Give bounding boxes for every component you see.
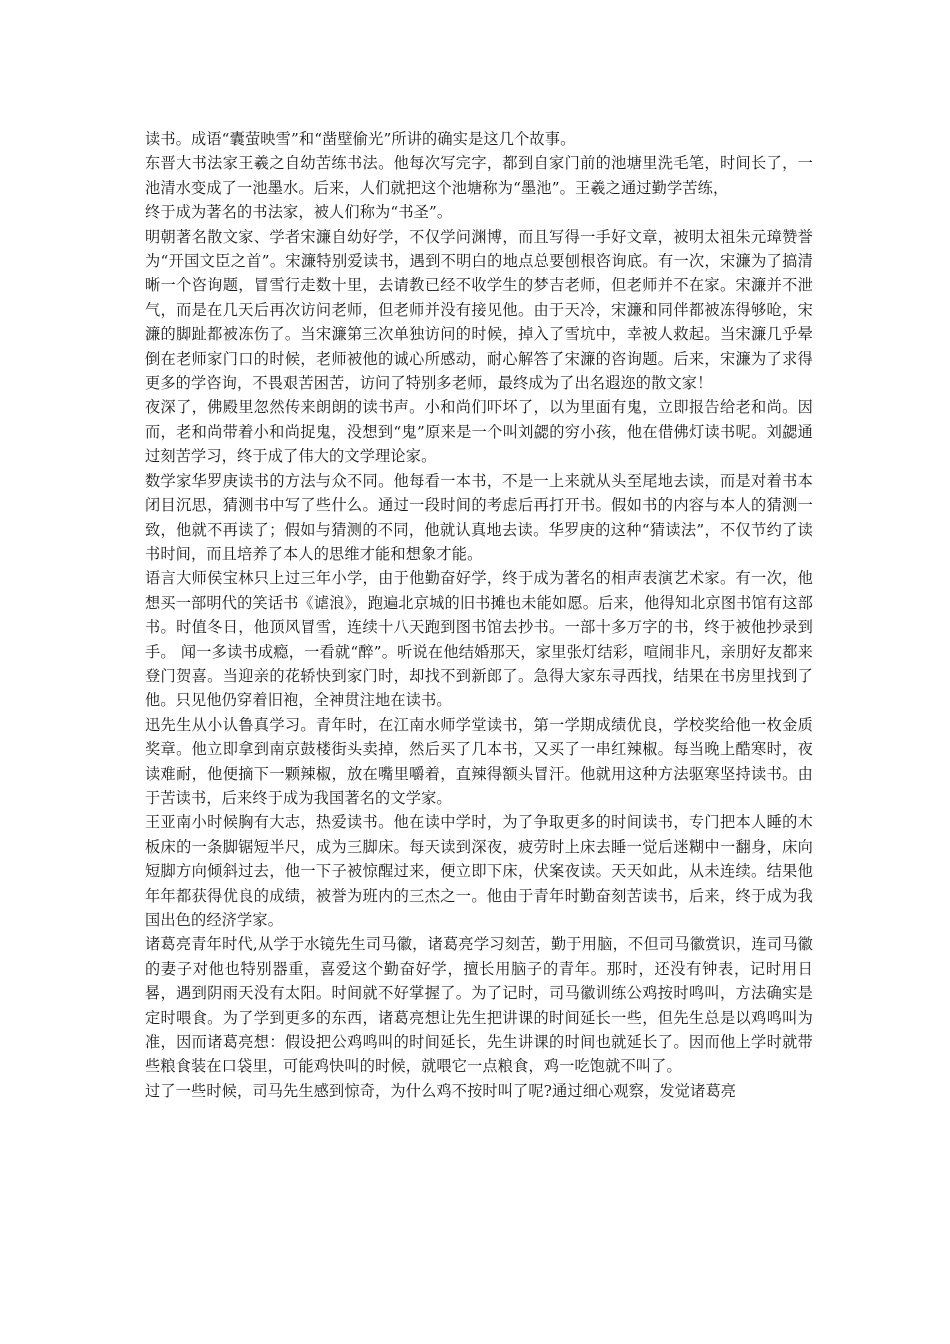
paragraph-wang-xizhi-conclusion: 终于成为著名的书法家，被人们称为“书圣”。 — [145, 203, 453, 222]
paragraph-zhuge-liang-continued: 过了一些时候，司马先生感到惊奇，为什么鸡不按时叫了呢?通过细心观察，发觉诸葛亮 — [145, 1081, 737, 1100]
paragraph-song-lian: 明朝著名散文家、学者宋濂自幼好学，不仅学问渊博，而且写得一手好文章，被明太祖朱元璋赞誉为“开国文臣之首”。宋濂特别爱读书，遇到不明白的地点总要刨根咨询底。有一次，宋濂为了搞清晰一个咨询题，冒雪行走数十里，去请教已经不收学生的梦吉老师，但老师并不在家。宋濂并不泄气，而是在几天后再次访问老师，但老师并没有接见他。由于天冷，宋濂和同伴都被冻得够呛，宋濂的脚趾都被冻伤了。当宋濂第三次单独访问的时候，掉入了雪坑中，幸被人救起。当宋濂几乎晕倒在老师家门口的时候，老师被他的诚心所感动，耐心解答了宋濂的咨询题。后来，宋濂为了求得更多的学咨询，不畏艰苦困苦，访问了特别多老师，最终成为了出名遐迩的散文家！ — [145, 227, 813, 393]
paragraph-wang-xizhi: 东晋大书法家王羲之自幼苦练书法。他每次写完字，都到自家门前的池塘里洗毛笔，时间长了，一池清水变成了一池墨水。后来，人们就把这个池塘称为“墨池”。王羲之通过勤学苦练， — [145, 154, 813, 197]
document-body — [145, 127, 813, 1103]
paragraph-liu-xie: 夜深了，佛殿里忽然传来朗朗的读书声。小和尚们吓坏了，以为里面有鬼，立即报告给老和尚。因而，老和尚带着小和尚捉鬼，没想到“鬼”原来是一个叫刘勰的穷小孩，他在借佛灯读书呢。刘勰通过刻苦学习，终于成了伟大的文学理论家。 — [145, 398, 813, 466]
paragraph-hua-luogeng: 数学家华罗庚读书的方法与众不同。他每看一本书，不是一上来就从头至尾地去读，而是对着书本闭目沉思，猜测书中写了些什么。通过一段时间的考虑后再打开书。假如书的内容与本人的猜测一致，他就不再读了；假如与猜测的不同，他就认真地去读。华罗庚的这种“猜读法”，不仅节约了读书时间，而且培养了本人的思维才能和想象才能。 — [145, 471, 813, 563]
paragraph-lu-xun: 迅先生从小认鲁真学习。青年时，在江南水师学堂读书，第一学期成绩优良，学校奖给他一枚金质奖章。他立即拿到南京鼓楼街头卖掉，然后买了几本书，又买了一串红辣椒。每当晚上酷寒时，夜读难耐，他便摘下一颗辣椒，放在嘴里嚼着，直辣得额头冒汗。他就用这种方法驱寒坚持读书。由于苦读书，后来终于成为我国著名的文学家。 — [145, 715, 813, 807]
paragraph-intro-ending: 读书。成语“囊萤映雪”和“凿壁偷光”所讲的确实是这几个故事。 — [145, 130, 576, 148]
paragraph-zhuge-liang: 诸葛亮青年时代,从学于水镜先生司马徽，诸葛亮学习刻苦，勤于用脑，不但司马徽赏识，连司马徽的妻子对他也特别器重，喜爱这个勤奋好学，擅长用脑子的青年。那时，还没有钟表，记时用日晷，遇到阴雨天没有太阳。时间就不好掌握了。为了记时，司马徽训练公鸡按时鸣叫，方法确实是定时喂食。为了学到更多的东西，诸葛亮想让先生把讲课的时间延长一些，但先生总是以鸡鸣叫为准，因而诸葛亮想：假设把公鸡鸣叫的时间延长，先生讲课的时间也就延长了。因而他上学时就带些粮食装在口袋里，可能鸡快叫的时候，就喂它一点粮食，鸡一吃饱就不叫了。 — [145, 935, 813, 1076]
paragraph-hou-baolin: 语言大师侯宝林只上过三年小学，由于他勤奋好学，终于成为著名的相声表演艺术家。有一次，他想买一部明代的笑话书《谑浪》，跑遍北京城的旧书摊也未能如愿。后来，他得知北京图书馆有这部书。时值冬日，他顶风冒雪，连续十八天跑到图书馆去抄书。一部十多万字的书，终于被他抄录到手。 闻一多读书成瘾，一看就“醉”。听说在他结婚那天，家里张灯结彩，喧闹非凡，亲朋好友都来登门贺喜。当迎亲的花轿快到家门时，却找不到新郎了。急得大家东寻西找，结果在书房里找到了他。只见他仍穿着旧袍，全神贯注地在读书。 — [145, 569, 813, 710]
paragraph-wang-yanan: 王亚南小时候胸有大志，热爱读书。他在读中学时，为了争取更多的时间读书，专门把本人睡的木板床的一条脚锯短半尺，成为三脚床。每天读到深夜，疲劳时上床去睡一觉后迷糊中一翻身，床向短脚方向倾斜过去，他一下子被惊醒过来，便立即下床，伏案夜读。天天如此，从未连续。结果他年年都获得优良的成绩，被誉为班内的三杰之一。他由于青年时勤奋刻苦读书，后来，终于成为我国出色的经济学家。 — [145, 813, 813, 929]
